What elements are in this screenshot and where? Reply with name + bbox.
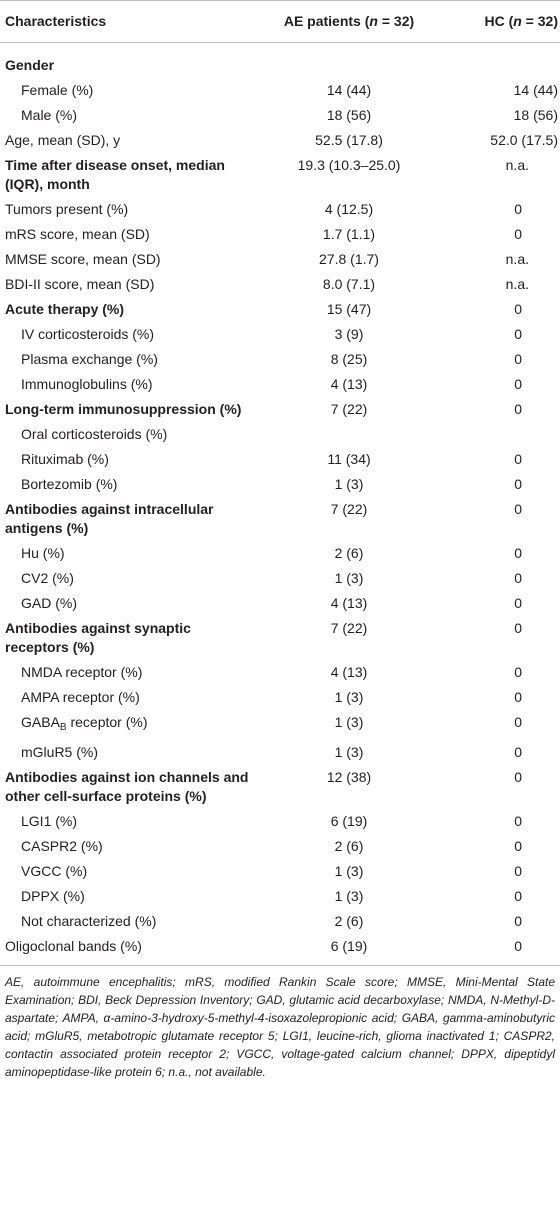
ae-patients-value: 27.8 (1.7) xyxy=(319,251,379,267)
table-row xyxy=(0,660,560,685)
hc-value: 0 xyxy=(514,620,522,636)
ae-patients-value: 1 (3) xyxy=(334,689,364,705)
row-label-text: GABA xyxy=(21,714,60,730)
ae-patients-value: 11 (34) xyxy=(327,451,371,467)
hc-value: 0 xyxy=(514,351,522,367)
table-row xyxy=(0,616,560,660)
row-label: VGCC (%) xyxy=(21,863,88,879)
table-row xyxy=(0,222,560,247)
hc-value: 0 xyxy=(514,501,522,517)
table-row xyxy=(0,128,560,153)
row-label: CASPR2 (%) xyxy=(21,838,103,854)
ae-patients-value: 15 (47) xyxy=(326,301,372,317)
table-row xyxy=(0,809,560,834)
ae-patients-value: 8.0 (7.1) xyxy=(322,276,376,292)
ae-patients-value: 2 (6) xyxy=(334,838,364,854)
table-row xyxy=(0,43,560,79)
ae-patients-value: 1 (3) xyxy=(334,863,364,879)
hc-value: 0 xyxy=(514,570,522,586)
table-header xyxy=(0,1,560,43)
table-row xyxy=(0,447,560,472)
hc-value: 52.0 (17.5) xyxy=(490,132,558,148)
ae-patients-value: 1.7 (1.1) xyxy=(322,226,376,242)
table-row xyxy=(0,765,560,809)
hc-value: 0 xyxy=(514,476,522,492)
row-label: IV corticosteroids (%) xyxy=(21,326,155,342)
ae-patients-value: 1 (3) xyxy=(334,476,364,492)
row-label: GAD (%) xyxy=(21,595,77,611)
hc-value xyxy=(436,43,560,79)
row-label: Hu (%) xyxy=(21,545,65,561)
table-row xyxy=(0,103,560,128)
row-label: Long-term immunosuppression (%) xyxy=(5,401,242,417)
hc-value: 0 xyxy=(514,938,522,954)
ae-patients-value: 4 (13) xyxy=(330,664,368,680)
hc-value: 0 xyxy=(514,813,522,829)
table-row xyxy=(0,909,560,934)
table-row xyxy=(0,884,560,909)
hc-value: 0 xyxy=(514,226,522,242)
row-label: mRS score, mean (SD) xyxy=(5,226,150,242)
ae-patients-value: 1 (3) xyxy=(334,744,364,760)
hc-value: 0 xyxy=(514,769,522,785)
header-row xyxy=(0,1,560,43)
row-label: DPPX (%) xyxy=(21,888,85,904)
ae-patients-value: 52.5 (17.8) xyxy=(315,132,383,148)
ae-patients-value: 3 (9) xyxy=(334,326,364,342)
ae-patients-value: 1 (3) xyxy=(334,888,364,904)
row-label: Bortezomib (%) xyxy=(21,476,118,492)
hc-value: n.a. xyxy=(505,157,529,173)
row-label: AMPA receptor (%) xyxy=(21,689,140,705)
ae-patients-value: 2 (6) xyxy=(334,913,364,929)
table-row xyxy=(0,740,560,765)
hc-value: 14 (44) xyxy=(513,82,558,98)
table-row xyxy=(0,685,560,710)
ae-patients-value: 7 (22) xyxy=(330,620,368,636)
table-row xyxy=(0,541,560,566)
ae-patients-value: 4 (13) xyxy=(330,595,368,611)
hc-value: 0 xyxy=(514,301,522,317)
row-label-rest: receptor (%) xyxy=(66,714,148,730)
ae-patients-value: 4 (13) xyxy=(330,376,368,392)
hc-value: 0 xyxy=(514,689,522,705)
hc-value: 0 xyxy=(514,744,522,760)
row-label: Female (%) xyxy=(21,82,94,98)
row-label: Rituximab (%) xyxy=(21,451,109,467)
header-hc-prefix: HC ( xyxy=(484,13,514,29)
row-label: LGI1 (%) xyxy=(21,813,78,829)
header-hc-suffix: = 32) xyxy=(521,13,558,29)
hc-value: 0 xyxy=(514,664,522,680)
table-row xyxy=(0,710,560,740)
ae-patients-value xyxy=(262,422,436,447)
row-label: Male (%) xyxy=(21,107,78,123)
table-row xyxy=(0,78,560,103)
hc-value: 0 xyxy=(514,714,522,730)
row-label: MMSE score, mean (SD) xyxy=(5,251,161,267)
table-body xyxy=(0,43,560,966)
ae-patients-value: 6 (19) xyxy=(330,938,368,954)
ae-patients-value: 4 (12.5) xyxy=(324,201,374,217)
table-row xyxy=(0,497,560,541)
hc-value: n.a. xyxy=(505,251,529,267)
table-row xyxy=(0,934,560,965)
hc-value: 0 xyxy=(514,326,522,342)
row-label: Immunoglobulins (%) xyxy=(21,376,153,392)
table-row xyxy=(0,397,560,422)
row-label: Plasma exchange (%) xyxy=(21,351,158,367)
row-label: Acute therapy (%) xyxy=(5,301,125,317)
ae-patients-value: 8 (25) xyxy=(330,351,368,367)
ae-patients-value: 14 (44) xyxy=(326,82,372,98)
row-label: Not characterized (%) xyxy=(21,913,157,929)
hc-value: 0 xyxy=(514,451,522,467)
row-label: Oligoclonal bands (%) xyxy=(5,938,142,954)
row-label: CV2 (%) xyxy=(21,570,74,586)
row-label: Antibodies against ion channels and other cell-surface proteins (%) xyxy=(5,769,249,804)
ae-patients-value: 7 (22) xyxy=(330,501,368,517)
ae-patients-value xyxy=(262,43,436,79)
table-row xyxy=(0,272,560,297)
table-row xyxy=(0,566,560,591)
ae-patients-value: 18 (56) xyxy=(326,107,372,123)
hc-value: 0 xyxy=(514,376,522,392)
table-row xyxy=(0,591,560,616)
ae-patients-value: 2 (6) xyxy=(334,545,364,561)
row-label xyxy=(0,710,262,740)
row-label: Antibodies against synaptic receptors (%) xyxy=(5,620,191,655)
row-label: NMDA receptor (%) xyxy=(21,664,143,680)
row-label: Tumors present (%) xyxy=(5,201,129,217)
row-label: Age, mean (SD), y xyxy=(5,132,121,148)
header-ae-n: n xyxy=(369,13,378,29)
header-hc-n: n xyxy=(513,13,522,29)
ae-patients-value: 1 (3) xyxy=(334,714,364,730)
table-row xyxy=(0,153,560,197)
header-hc xyxy=(436,1,560,43)
hc-value: 0 xyxy=(514,913,522,929)
table-row xyxy=(0,322,560,347)
table-row xyxy=(0,422,560,447)
header-ae-prefix: AE patients ( xyxy=(283,13,370,29)
hc-value: n.a. xyxy=(505,276,529,292)
ae-patients-value: 12 (38) xyxy=(326,769,372,785)
table-row xyxy=(0,859,560,884)
table-footnote: AE, autoimmune encephalitis; mRS, modified Rankin Scale score; MMSE, Mini-Mental State Examination; BDI, Beck Depression Inventory; GAD, glutamic acid decarboxylase; NMDA, N-Methyl-D-aspartate; AMPA, α-amino-3-hydroxy-5-methyl-4-isoxazolepropionic acid; GABA, gamma-aminobutyric acid; mGluR5, metabotropic glutamate receptor 5; LGI1, leucine-rich, glioma inactivated 1; CASPR2, contactin associated protein receptor 2; VGCC, voltage-gated calcium channel; DPPX, dipeptidyl aminopeptidase-like protein 6; n.a., not available. xyxy=(0,965,560,1081)
hc-value: 0 xyxy=(514,863,522,879)
hc-value: 18 (56) xyxy=(513,107,558,123)
hc-value: 0 xyxy=(514,595,522,611)
table-row xyxy=(0,834,560,859)
hc-value xyxy=(436,422,560,447)
table-row xyxy=(0,347,560,372)
row-label: Time after disease onset, median (IQR), month xyxy=(5,157,225,192)
header-ae-patients xyxy=(262,1,436,43)
ae-patients-value: 1 (3) xyxy=(334,570,364,586)
header-characteristics: Characteristics xyxy=(0,1,262,43)
row-label: Oral corticosteroids (%) xyxy=(21,426,168,442)
ae-patients-value: 6 (19) xyxy=(330,813,368,829)
hc-value: 0 xyxy=(514,201,522,217)
ae-patients-value: 19.3 (10.3–25.0) xyxy=(297,157,401,173)
hc-value: 0 xyxy=(514,838,522,854)
hc-value: 0 xyxy=(514,401,522,417)
header-ae-suffix: = 32) xyxy=(377,13,415,29)
table-row xyxy=(0,247,560,272)
table-row xyxy=(0,472,560,497)
ae-patients-value: 7 (22) xyxy=(330,401,368,417)
row-label: BDI-II score, mean (SD) xyxy=(5,276,155,292)
table-row xyxy=(0,197,560,222)
row-label: Gender xyxy=(5,57,55,73)
row-label: Antibodies against intracellular antigens (%) xyxy=(5,501,214,536)
row-label: mGluR5 (%) xyxy=(21,744,99,760)
table-row xyxy=(0,372,560,397)
table-row xyxy=(0,297,560,322)
hc-value: 0 xyxy=(514,888,522,904)
hc-value: 0 xyxy=(514,545,522,561)
row-label-subscript: B xyxy=(59,722,67,733)
